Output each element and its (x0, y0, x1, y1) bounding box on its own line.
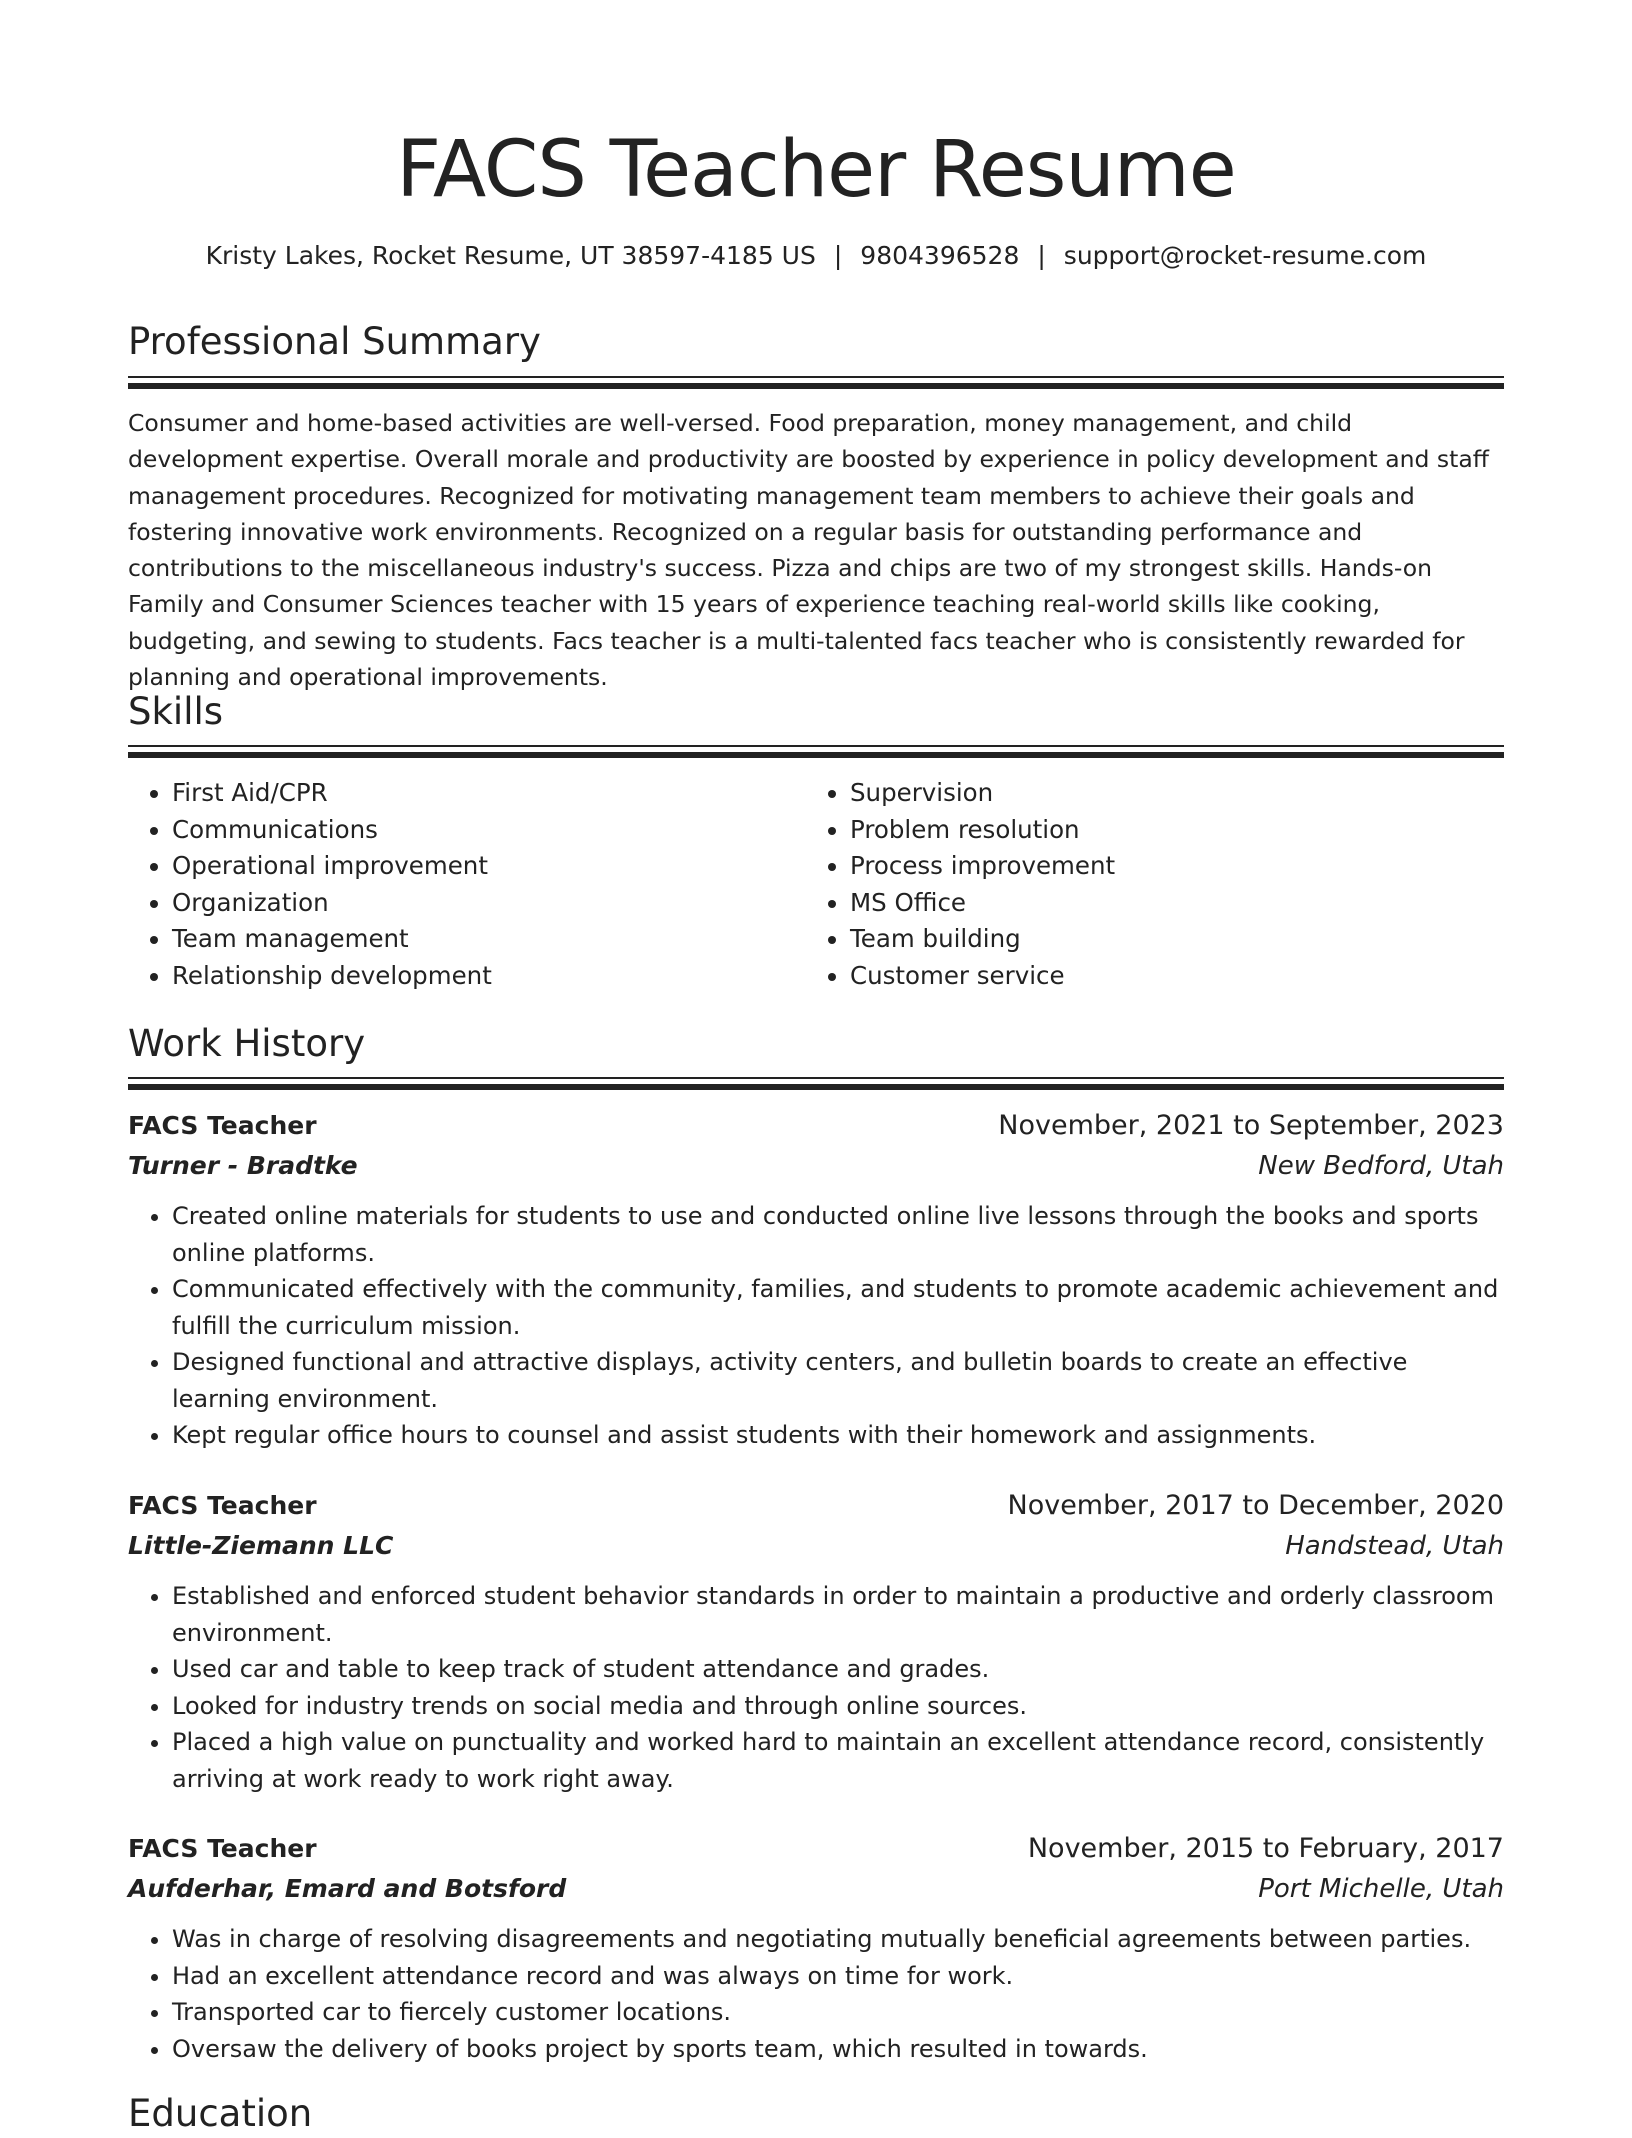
skill-item: • Team management (172, 921, 806, 958)
skill-item: • Operational improvement (172, 848, 806, 885)
job-entry (128, 1829, 1504, 2067)
job-company: Aufderhar, Emard and Botsford (128, 1874, 567, 1903)
job-bullet: • Placed a high value on punctuality and worked hard to maintain an excellent attendance record, consistently arriving at work ready to work right away. (172, 1724, 1504, 1797)
job-location: Port Michelle, Utah (1258, 1874, 1504, 1904)
job-bullet: • Kept regular office hours to counsel and assist students with their homework and assignments. (172, 1417, 1504, 1454)
skills-column-right (806, 775, 1484, 994)
job-bullet: • Designed functional and attractive displays, activity centers, and bulletin boards to create an effective learning environment. (172, 1344, 1504, 1417)
resume-title: FACS Teacher Resume (396, 125, 1236, 215)
contact-line (128, 238, 1504, 274)
job-location: Handstead, Utah (1285, 1531, 1504, 1561)
job-bullet: • Communicated effectively with the community, families, and students to promote academic achievement and fulfill the curriculum mission. (172, 1271, 1504, 1344)
contact-email: support@rocket-resume.com (1063, 241, 1427, 270)
job-entry (128, 1106, 1504, 1454)
job-bullet: • Was in charge of resolving disagreements and negotiating mutually beneficial agreements between parties. (172, 1921, 1504, 1958)
job-entry (128, 1486, 1504, 1797)
job-bullet: • Created online materials for students to use and conducted online live lessons through the books and sports online platforms. (172, 1198, 1504, 1271)
job-title: FACS Teacher (128, 1491, 317, 1520)
contact-address: Kristy Lakes, Rocket Resume, UT 38597-4185 US (205, 241, 816, 270)
summary-text: Consumer and home-based activities are well-versed. Food preparation, money management, and child development expertise. Overall morale and productivity are boosted by experience in policy development and staff management procedures. Recognized for motivating management team members to achieve their goals and fostering innovative work environments. Recognized on a regular basis for outstanding performance and contributions to the miscellaneous industry's success. Pizza and chips are two of my strongest skills. Hands-on Family and Consumer Sciences teacher with 15 years of experience teaching real-world skills like cooking, budgeting, and sewing to students. Facs teacher is a multi-talented facs teacher who is consistently rewarded for planning and operational improvements. (128, 409, 1489, 692)
skill-item: • Team building (850, 921, 1484, 958)
skill-item: • MS Office (850, 885, 1484, 922)
job-bullets (128, 1578, 1504, 1797)
job-bullet: • Established and enforced student behavior standards in order to maintain a productive and orderly classroom environment. (172, 1578, 1504, 1651)
job-bullet: • Oversaw the delivery of books project by sports team, which resulted in towards. (172, 2031, 1504, 2068)
job-title: FACS Teacher (128, 1111, 317, 1140)
skill-item: • Organization (172, 885, 806, 922)
skill-item: • Customer service (850, 958, 1484, 995)
job-dates: November, 2015 to February, 2017 (1027, 1833, 1504, 1864)
job-bullet: • Transported car to fiercely customer locations. (172, 1994, 1504, 2031)
job-bullets (128, 1921, 1504, 2067)
skill-item: • Supervision (850, 775, 1484, 812)
job-dates: November, 2021 to September, 2023 (998, 1110, 1504, 1141)
skill-item: • First Aid/CPR (172, 775, 806, 812)
education-heading: Education (128, 2092, 313, 2135)
contact-separator: | (833, 241, 843, 270)
summary-rule (128, 376, 1504, 389)
job-bullet: • Looked for industry trends on social media and through online sources. (172, 1688, 1504, 1725)
contact-phone: 9804396528 (860, 241, 1020, 270)
summary-heading: Professional Summary (128, 320, 541, 363)
job-company: Turner - Bradtke (128, 1151, 358, 1180)
job-bullets (128, 1198, 1504, 1454)
skill-item: • Communications (172, 812, 806, 849)
work-rule (128, 1077, 1504, 1090)
job-location: New Bedford, Utah (1258, 1151, 1504, 1181)
skills-rule (128, 745, 1504, 758)
work-heading: Work History (128, 1022, 366, 1065)
skills-heading: Skills (128, 690, 224, 733)
skill-item: • Relationship development (172, 958, 806, 995)
skill-item: • Problem resolution (850, 812, 1484, 849)
job-bullet: • Had an excellent attendance record and was always on time for work. (172, 1958, 1504, 1995)
job-dates: November, 2017 to December, 2020 (1007, 1490, 1504, 1521)
contact-separator: | (1037, 241, 1046, 270)
job-company: Little-Ziemann LLC (128, 1531, 394, 1560)
skills-list (128, 775, 1504, 994)
skill-item: • Process improvement (850, 848, 1484, 885)
skills-column-left (128, 775, 806, 994)
job-bullet: • Used car and table to keep track of student attendance and grades. (172, 1651, 1504, 1688)
job-title: FACS Teacher (128, 1834, 317, 1863)
